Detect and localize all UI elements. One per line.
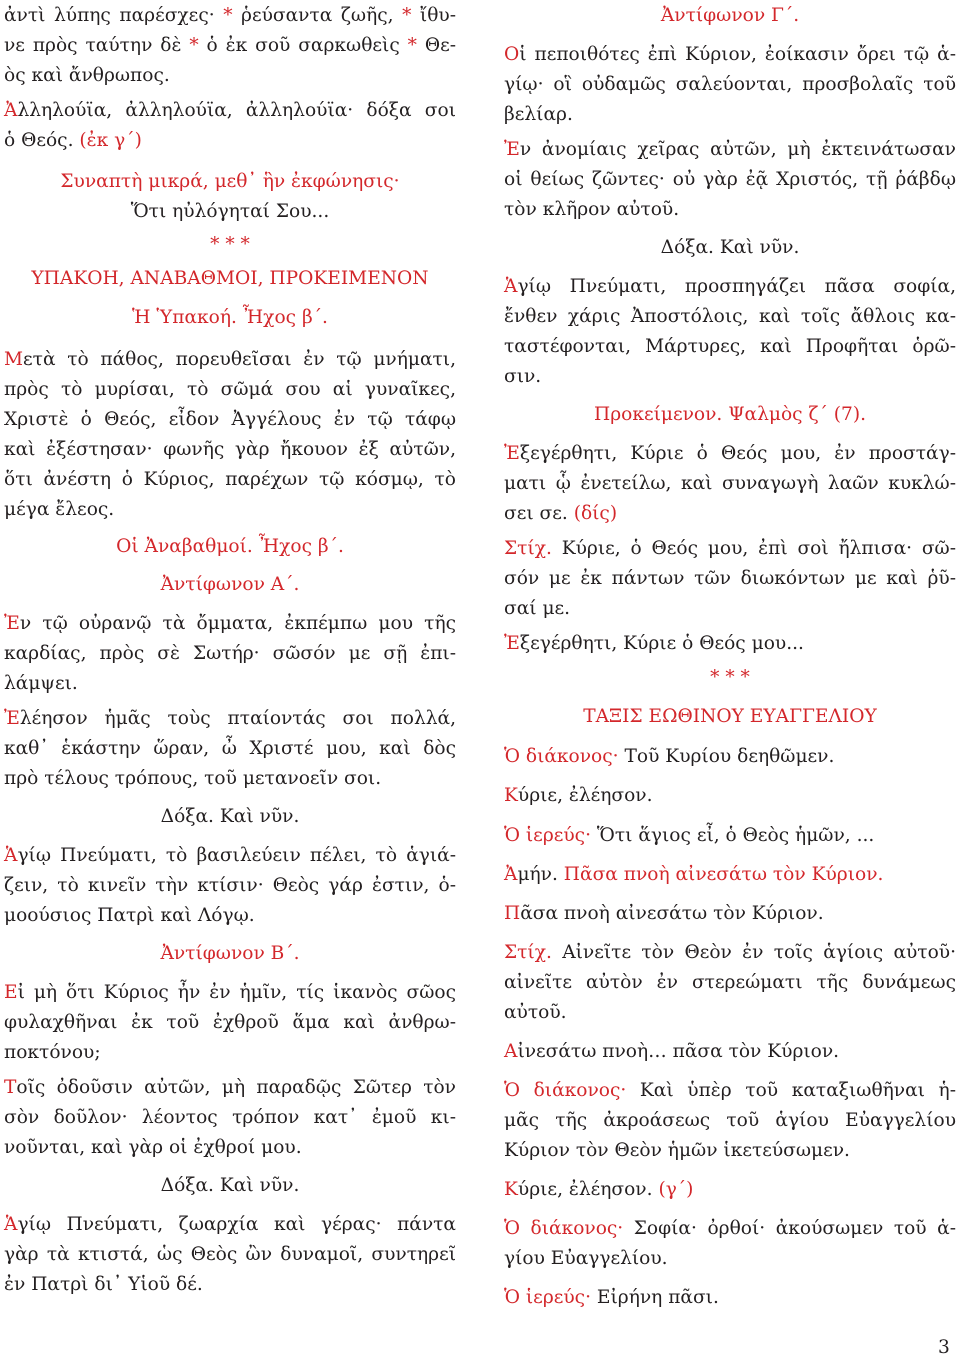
body-text: σιν. <box>504 366 542 387</box>
text-line <box>4 129 456 153</box>
body-text: λληλούϊα, ἀλληλούϊα, ἀλληλούϊα· δόξα σοι <box>17 100 456 121</box>
body-text: γίῳ· οἳ οὐδαμῶς σαλεύονται, προσβολαῖς τοῦ <box>504 74 956 95</box>
text-line <box>504 863 956 887</box>
text-line <box>504 305 956 329</box>
body-text: Χριστὲ ὁ Θεός, εἶδον Ἀγγέλους ἐν τῷ τάφῳ <box>4 409 456 430</box>
text-line <box>504 705 956 729</box>
body-text: ποκτόνου; <box>4 1042 101 1063</box>
text-line <box>4 348 456 372</box>
text-line <box>504 784 956 808</box>
rubric-text: Ἐ <box>504 139 520 160</box>
rubric-text: (γ´) <box>658 1179 694 1200</box>
rubric-text: ΥΠΑΚΟΗ, ΑΝΑΒΑΘΜΟΙ, ΠΡΟΚΕΙΜΕΝΟΝ <box>31 268 429 289</box>
body-text: σόν με ἐκ πάντων τῶν διωκόντων με καὶ ῥῦ- <box>504 568 956 589</box>
rubric-text: ΤΑΞΙΣ ΕΩΘΙΝΟΥ ΕΥΑΓΓΕΛΙΟΥ <box>583 706 877 727</box>
body-text: ῥεύσαντα ζωῆς, <box>232 5 403 26</box>
body-text: Δόξα. Καὶ νῦν. <box>160 806 300 827</box>
rubric-text: Α <box>504 1041 518 1062</box>
text-line <box>4 642 456 666</box>
body-text: σει σε. <box>504 503 574 524</box>
rubric-text: Στίχ. <box>504 538 552 559</box>
text-line <box>4 1243 456 1267</box>
rubric-text: Ἁ <box>4 1214 18 1235</box>
text-line <box>4 1106 456 1130</box>
text-line <box>4 378 456 402</box>
rubric-text: Ἐ <box>504 443 520 464</box>
body-text: ἀντὶ λύπης παρέσχες· <box>4 5 224 26</box>
text-line <box>504 403 956 427</box>
text-line <box>504 103 956 127</box>
body-text: Κύριε, ὁ Θεός μου, ἐπὶ σοὶ ἤλπισα· σῶ- <box>551 538 956 559</box>
text-line <box>504 597 956 621</box>
body-text: ύριε, ἐλέησον. <box>517 1179 659 1200</box>
body-text: Δόξα. Καὶ νῦν. <box>160 1175 300 1196</box>
rubric-text: Οἱ Ἀναβαθμοί. Ἦχος β´. <box>116 536 344 557</box>
body-text: Τοῦ Κυρίου δεηθῶμεν. <box>618 746 835 767</box>
text-line <box>504 236 956 260</box>
rubric-text: (ἐκ γ´) <box>79 130 142 151</box>
text-line <box>504 902 956 926</box>
rubric-text: Ἀντίφωνον Α´. <box>160 574 300 595</box>
text-line <box>504 1286 956 1310</box>
text-line <box>4 672 456 696</box>
body-text: σαί με. <box>504 598 571 619</box>
text-line <box>504 198 956 222</box>
text-line <box>4 1041 456 1065</box>
text-line <box>4 535 456 559</box>
rubric-text: Ἐ <box>4 708 20 729</box>
body-text: ὁ Θεός. <box>4 130 80 151</box>
text-line <box>4 34 456 58</box>
rubric-text: Ἡ Ὑπακοή. Ἦχος β´. <box>132 307 328 328</box>
text-line <box>504 335 956 359</box>
body-text: Εἰρήνη πᾶσι. <box>591 1287 719 1308</box>
text-line <box>504 1109 956 1133</box>
body-text: Ὅτι ηὐλόγηταί Σου... <box>130 201 330 222</box>
body-text: γίου Εὐαγγελίου. <box>504 1248 668 1269</box>
body-text: ν τῷ οὐρανῷ τὰ ὄμματα, ἐκπέμπω μου τῆς <box>19 613 456 634</box>
rubric-text: * <box>223 5 233 26</box>
text-line <box>504 567 956 591</box>
rubric-text: Ἀ <box>504 864 518 885</box>
rubric-text: * <box>189 35 199 56</box>
body-text: οἱ θείως ζῶντες· οὐ γὰρ ἐᾷ Χριστός, τῇ ῥάβδῳ <box>504 169 956 190</box>
body-text: μοούσιος Πατρὶ καὶ Λόγῳ. <box>4 905 255 926</box>
rubric-text: Ε <box>4 982 18 1003</box>
body-text: ύριε, ἐλέησον. <box>517 785 653 806</box>
text-line <box>4 1011 456 1035</box>
text-line <box>504 1178 956 1202</box>
rubric-text: Στίχ. <box>504 942 552 963</box>
rubric-text: * * * <box>210 234 250 255</box>
text-line <box>4 874 456 898</box>
rubric-text: * * * <box>710 667 750 688</box>
body-text: γὰρ τὰ κτιστά, ὡς Θεὸς ὢν δυναμοῖ, συντηρεῖ <box>4 1244 456 1265</box>
text-line <box>504 4 956 28</box>
body-text: βελίαρ. <box>504 104 573 125</box>
body-text: ἐν Πατρὶ δι᾽ Υἱοῦ δέ. <box>4 1274 203 1295</box>
body-text: ταστέφονται, Μάρτυρες, καὶ Προφῆται ὁρῶ- <box>504 336 956 357</box>
text-line <box>504 1040 956 1064</box>
body-text: νε πρὸς ταύτην δὲ <box>4 35 190 56</box>
text-line <box>4 200 456 224</box>
body-text: αὐτοῦ. <box>504 1002 567 1023</box>
body-text: Δόξα. Καὶ νῦν. <box>660 237 800 258</box>
text-line <box>4 1273 456 1297</box>
body-text: σὸν δοῦλον· λέοντος τρόπον κατ᾽ ἐμοῦ κι- <box>4 1107 456 1128</box>
text-line <box>4 612 456 636</box>
text-line <box>504 365 956 389</box>
body-text: γίῳ Πνεύματι, ζωαρχία καὶ γέρας· πάντα <box>17 1214 456 1235</box>
rubric-text: Ἐ <box>4 613 20 634</box>
body-text: αἰνεῖτε αὐτὸν ἐν στερεώματι τῆς δυνάμεως <box>504 972 956 993</box>
text-line <box>504 971 956 995</box>
text-line <box>504 168 956 192</box>
text-line <box>4 4 456 28</box>
rubric-text: Ὁ ἱερεύς· <box>504 1287 592 1308</box>
text-line <box>4 267 456 291</box>
rubric-text: Ο <box>504 44 520 65</box>
text-line <box>504 1079 956 1103</box>
text-line <box>504 275 956 299</box>
rubric-text: Ἀντίφωνον Β´. <box>160 943 300 964</box>
rubric-text: * <box>402 5 412 26</box>
body-text: ξεγέρθητι, Κύριε ὁ Θεός μου, ἐν προστάγ- <box>519 443 956 464</box>
text-line <box>4 1136 456 1160</box>
rubric-text: Μ <box>4 349 24 370</box>
body-text: ἔνθεν χάρις Ἀποστόλοις, καὶ τοῖς ἄθλοις κα- <box>504 306 956 327</box>
text-line <box>4 233 456 257</box>
text-line <box>504 73 956 97</box>
body-text: ξεγέρθητι, Κύριε ὁ Θεός μου... <box>519 633 804 654</box>
body-text: Κύριον τὸν Θεὸν ἡμῶν ἱκετεύσωμεν. <box>504 1140 850 1161</box>
text-line <box>4 468 456 492</box>
text-line <box>4 170 456 194</box>
body-text: Θε- <box>416 35 456 56</box>
body-text: οῖς ὀδοῦσιν αὐτῶν, μὴ παραδῷς Σῶτερ τὸν <box>16 1077 456 1098</box>
text-line <box>504 502 956 526</box>
text-line <box>4 438 456 462</box>
text-line <box>504 745 956 769</box>
text-line <box>4 767 456 791</box>
text-line <box>4 1076 456 1100</box>
text-line <box>504 537 956 561</box>
body-text: ζειν, τὸ κινεῖν τὴν κτίσιν· Θεὸς γάρ ἐστιν, ὁ- <box>4 875 456 896</box>
text-line <box>4 306 456 330</box>
text-line <box>504 442 956 466</box>
body-text: ἴθυ- <box>411 5 456 26</box>
body-text: ν ἀνομίαις χεῖρας αὐτῶν, μὴ ἐκτεινάτωσαν <box>519 139 956 160</box>
body-text: Καὶ ὑπὲρ τοῦ καταξιωθῆναι ἡ- <box>626 1080 956 1101</box>
rubric-text: Ὁ ἱερεύς· <box>504 825 592 846</box>
body-text: τὸν κλῆρον αὐτοῦ. <box>504 199 680 220</box>
text-line <box>504 1139 956 1163</box>
rubric-text: Ἀντίφωνον Γ´. <box>660 5 800 26</box>
body-text: ετὰ τὸ πάθος, πορευθεῖσαι ἐν τῷ μνήματι, <box>23 349 456 370</box>
text-line <box>504 1001 956 1025</box>
text-line <box>504 1247 956 1271</box>
body-text: μᾶς τῆς ἀκροάσεως τοῦ ἁγίου Εὐαγγελίου <box>504 1110 956 1131</box>
text-line <box>504 666 956 690</box>
body-text: γίῳ Πνεύματι, τὸ βασιλεύειν πέλει, τὸ ἁγιά- <box>17 845 456 866</box>
rubric-text: Ἀ <box>4 100 18 121</box>
body-text: πρὸ τέλους τρόπους, τοῦ μετανοεῖν σοι. <box>4 768 382 789</box>
rubric-text: Ἁ <box>504 276 518 297</box>
text-line <box>4 1213 456 1237</box>
body-text: Ὅτι ἅγιος εἶ, ὁ Θεὸς ἡμῶν, ... <box>591 825 875 846</box>
text-line <box>4 1174 456 1198</box>
text-line <box>4 942 456 966</box>
text-line <box>4 707 456 731</box>
rubric-text: Ὁ διάκονος· <box>504 1218 624 1239</box>
text-line <box>504 43 956 67</box>
body-text: νοῦνται, καὶ γὰρ οἱ ἐχθροί μου. <box>4 1137 302 1158</box>
body-text: ᾶσα πνοὴ αἰνεσάτω τὸν Κύριον. <box>520 903 824 924</box>
text-line <box>504 941 956 965</box>
body-text: μήν. <box>517 864 564 885</box>
text-line <box>4 573 456 597</box>
body-text: ματι ᾧ ἐνετείλω, καὶ συναγωγὴ λαῶν κυκλώ- <box>504 473 956 494</box>
text-line <box>504 138 956 162</box>
body-text: ὸς καὶ ἄνθρωπος. <box>4 65 170 86</box>
text-line <box>4 844 456 868</box>
body-text: λέησον ἡμᾶς τοὺς πταίοντάς σοι πολλά, <box>19 708 456 729</box>
body-text: μέγα ἔλεος. <box>4 499 115 520</box>
text-line <box>4 805 456 829</box>
body-text: ὁ ἐκ σοῦ σαρκωθεὶς <box>198 35 408 56</box>
text-line <box>4 408 456 432</box>
rubric-text: Π <box>504 903 521 924</box>
text-line <box>4 737 456 761</box>
body-text: καὶ ἐξέστησαν· φωνῆς γὰρ ἤκουον ἐξ αὐτῶν, <box>4 439 456 460</box>
body-text: ἱ πεποιθότες ἐπὶ Κύριον, ἐοίκασιν ὄρει τῷ ἁ- <box>519 44 956 65</box>
rubric-text: Ἁ <box>4 845 18 866</box>
body-text: φυλαχθῆναι ἐκ τοῦ ἐχθροῦ ἅμα καὶ ἀνθρω- <box>4 1012 456 1033</box>
body-text: Σοφία· ὀρθοί· ἀκούσωμεν τοῦ ἁ- <box>623 1218 956 1239</box>
text-line <box>504 632 956 656</box>
body-text: ἰνεσάτω πνοὴ… πᾶσα τὸν Κύριον. <box>517 1041 840 1062</box>
text-line <box>4 904 456 928</box>
body-text: ἰ μὴ ὅτι Κύριος ἦν ἐν ἡμῖν, τίς ἱκανὸς σῶος <box>17 982 456 1003</box>
body-text: καθ᾽ ἑκάστην ὥραν, ὦ Χριστέ μου, καὶ δὸς <box>4 738 456 759</box>
body-text: καρδίας, πρὸς σὲ Σωτήρ· σῶσόν με σῇ ἐπι- <box>4 643 456 664</box>
text-line <box>504 824 956 848</box>
rubric-text: * <box>407 35 417 56</box>
rubric-text: Κ <box>504 785 518 806</box>
rubric-text: Κ <box>504 1179 518 1200</box>
rubric-text: Προκείμενον. Ψαλμὸς ζ´ (7). <box>593 404 866 425</box>
body-text: Αἰνεῖτε τὸν Θεὸν ἐν τοῖς ἁγίοις αὐτοῦ· <box>551 942 956 963</box>
text-line <box>504 1217 956 1241</box>
body-text: γίῳ Πνεύματι, προσπηγάζει πᾶσα σοφία, <box>517 276 956 297</box>
text-line <box>504 472 956 496</box>
rubric-text: Τ <box>4 1077 17 1098</box>
rubric-text: Συναπτὴ μικρά, μεθ᾽ ἣν ἐκφώνησις· <box>60 171 400 192</box>
text-line <box>4 64 456 88</box>
rubric-text: Ἐ <box>504 633 520 654</box>
body-text: πρὸς τὸ μυρίσαι, τὸ σῶμά σου αἱ γυναῖκες, <box>4 379 456 400</box>
text-line <box>4 981 456 1005</box>
body-text: ὅτι ἀνέστη ὁ Κύριος, παρέχων τῷ κόσμῳ, τὸ <box>4 469 456 490</box>
text-line <box>4 498 456 522</box>
rubric-text: (δίς) <box>573 503 618 524</box>
page-number: 3 <box>938 1337 950 1358</box>
rubric-text: Πᾶσα πνοὴ αἰνεσάτω τὸν Κύριον. <box>563 864 884 885</box>
text-line <box>4 99 456 123</box>
body-text: λάμψει. <box>4 673 78 694</box>
rubric-text: Ὁ διάκονος· <box>504 746 619 767</box>
rubric-text: Ὁ διάκονος· <box>504 1080 627 1101</box>
